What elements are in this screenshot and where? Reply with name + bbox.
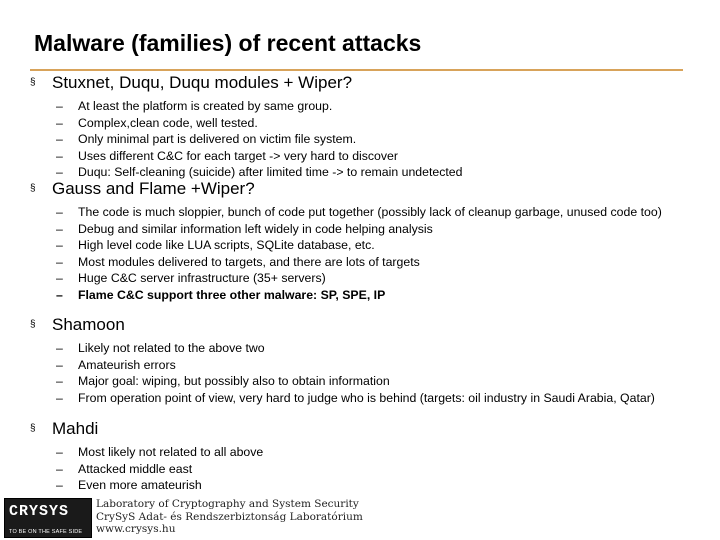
- title-underline: [30, 69, 683, 71]
- list-item: [30, 205, 690, 219]
- list-item: [30, 341, 690, 355]
- list-item: [30, 149, 690, 163]
- dash-icon: –: [56, 99, 63, 113]
- dash-icon: –: [56, 132, 63, 146]
- list-item-text: Flame C&C support three other malware: SP, SPE, IP: [78, 287, 386, 302]
- list-item-text: Duqu: Self-cleaning (suicide) after limited time -> to remain undetected: [78, 165, 463, 179]
- section-heading: Mahdi: [52, 419, 99, 438]
- list-item: [30, 222, 690, 236]
- list-item-text: At least the platform is created by same group.: [78, 99, 333, 113]
- section-mahdi: [30, 419, 690, 495]
- dash-icon: –: [56, 221, 63, 236]
- dash-icon: –: [56, 445, 63, 459]
- section-stuxnet: [30, 73, 690, 182]
- list-item-text: Amateurish errors: [78, 357, 176, 372]
- section-heading-row: [30, 419, 690, 439]
- square-bullet-icon: §: [30, 183, 36, 194]
- dash-icon: –: [56, 271, 63, 285]
- sub-list: [30, 445, 690, 492]
- list-item: [30, 478, 690, 492]
- list-item-text: Likely not related to the above two: [78, 341, 265, 355]
- list-item-text: High level code like LUA scripts, SQLite database, etc.: [78, 238, 375, 252]
- section-heading: Stuxnet, Duqu, Duqu modules + Wiper?: [52, 73, 353, 92]
- crysys-logo: [4, 498, 92, 538]
- list-item-text: Only minimal part is delivered on victim file system.: [78, 132, 357, 146]
- section-heading: Shamoon: [52, 315, 125, 334]
- slide-title: Malware (families) of recent attacks: [34, 30, 422, 56]
- list-item: [30, 374, 690, 388]
- footer: [0, 492, 720, 540]
- list-item-text: Attacked middle east: [78, 461, 193, 476]
- footer-website-link[interactable]: www.crysys.hu: [96, 523, 176, 535]
- dash-icon: –: [56, 341, 63, 355]
- list-item-text: Major goal: wiping, but possibly also to obtain information: [78, 374, 390, 388]
- dash-icon: –: [56, 148, 63, 163]
- logo-tagline: TO BE ON THE SAFE SIDE: [9, 529, 83, 535]
- sub-list: [30, 205, 690, 302]
- list-item: [30, 99, 690, 113]
- list-item-text: Most modules delivered to targets, and there are lots of targets: [78, 254, 420, 269]
- square-bullet-icon: §: [30, 423, 36, 434]
- dash-icon: –: [56, 287, 63, 302]
- list-item-text: Even more amateurish: [78, 478, 202, 492]
- list-item: [30, 462, 690, 476]
- list-item: [30, 391, 690, 405]
- list-item-text: Huge C&C server infrastructure (35+ servers): [78, 271, 326, 285]
- section-heading: Gauss and Flame +Wiper?: [52, 179, 255, 198]
- list-item: [30, 238, 690, 252]
- list-item: [30, 358, 690, 372]
- dash-icon: –: [56, 478, 63, 492]
- list-item-text: Complex,clean code, well tested.: [78, 115, 258, 130]
- section-heading-row: [30, 73, 690, 93]
- section-heading-row: [30, 179, 690, 199]
- logo-text: CRYSYS: [9, 503, 70, 520]
- dash-icon: –: [56, 238, 63, 252]
- square-bullet-icon: §: [30, 319, 36, 330]
- dash-icon: –: [56, 115, 63, 130]
- footer-text: [96, 498, 363, 536]
- list-item: [30, 132, 690, 146]
- list-item: [30, 445, 690, 459]
- footer-line-1: Laboratory of Cryptography and System Security: [96, 498, 359, 510]
- section-heading-row: [30, 315, 690, 335]
- list-item-text: Most likely not related to all above: [78, 445, 264, 459]
- list-item-text: From operation point of view, very hard to judge who is behind (targets: oil industry in Saudi Arabia, Qatar): [78, 390, 655, 405]
- dash-icon: –: [56, 374, 63, 388]
- section-gauss-flame: [30, 179, 690, 304]
- list-item: [30, 165, 690, 179]
- sub-list: [30, 99, 690, 179]
- list-item-text: Uses different C&C for each target -> very hard to discover: [78, 148, 398, 163]
- dash-icon: –: [56, 461, 63, 476]
- dash-icon: –: [56, 254, 63, 269]
- square-bullet-icon: §: [30, 77, 36, 88]
- list-item: [30, 271, 690, 285]
- dash-icon: –: [56, 390, 63, 405]
- dash-icon: –: [56, 205, 63, 219]
- list-item-text: The code is much sloppier, bunch of code put together (possibly lack of cleanup garbage, unused code too): [78, 205, 662, 219]
- dash-icon: –: [56, 165, 63, 179]
- section-shamoon: [30, 315, 690, 407]
- list-item-text: Debug and similar information left widely in code helping analysis: [78, 221, 433, 236]
- list-item: [30, 116, 690, 130]
- sub-list: [30, 341, 690, 405]
- list-item: [30, 255, 690, 269]
- list-item: [30, 288, 690, 302]
- dash-icon: –: [56, 357, 63, 372]
- footer-line-2: CrySyS Adat- és Rendszerbiztonság Laboratórium: [96, 510, 363, 523]
